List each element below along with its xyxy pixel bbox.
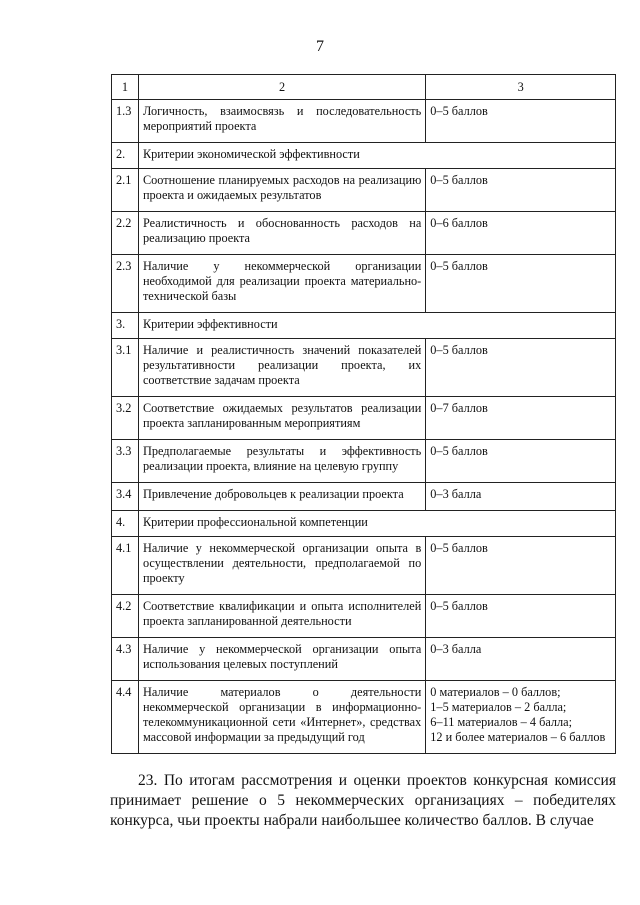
criterion-text: Наличие материалов о деятельности некоммерческой организации в информационно-телекоммуникационной сети «Интернет», средствах массовой информации за предыдущий год [138, 681, 425, 754]
criterion-text: Наличие у некоммерческой организации опыта в осуществлении деятельности, предполагаемой по проекту [138, 537, 425, 595]
criterion-text: Реалистичность и обоснованность расходов на реализацию проекта [138, 212, 425, 255]
table-row [112, 537, 616, 595]
table-row [112, 638, 616, 681]
criteria-table-body [112, 75, 616, 754]
row-number: 4.3 [112, 638, 139, 681]
table-section-row [112, 313, 616, 339]
criterion-text: Наличие у некоммерческой организации опыта использования целевых поступлений [138, 638, 425, 681]
criterion-text: Соотношение планируемых расходов на реализацию проекта и ожидаемых результатов [138, 169, 425, 212]
section-title: Критерии экономической эффективности [138, 143, 615, 169]
table-row [112, 339, 616, 397]
table-row [112, 483, 616, 511]
criterion-text: Соответствие квалификации и опыта исполнителей проекта запланированной деятельности [138, 595, 425, 638]
row-number: 3.2 [112, 397, 139, 440]
row-number: 3.1 [112, 339, 139, 397]
score-cell: 0–5 баллов [426, 255, 616, 313]
table-row [112, 169, 616, 212]
criterion-text: Логичность, взаимосвязь и последовательность мероприятий проекта [138, 100, 425, 143]
table-row [112, 397, 616, 440]
row-number: 4.4 [112, 681, 139, 754]
table-row [112, 212, 616, 255]
score-cell: 0–6 баллов [426, 212, 616, 255]
score-cell: 0–5 баллов [426, 100, 616, 143]
section-title: Критерии эффективности [138, 313, 615, 339]
score-cell: 0–7 баллов [426, 397, 616, 440]
table-row [112, 595, 616, 638]
criterion-text: Наличие у некоммерческой организации необходимой для реализации проекта материально-технической базы [138, 255, 425, 313]
score-line: 6–11 материалов – 4 балла; [430, 715, 573, 729]
score-cell [426, 681, 616, 754]
table-section-row [112, 143, 616, 169]
row-number: 2.3 [112, 255, 139, 313]
header-col-1: 1 [112, 75, 139, 100]
page-number: 7 [316, 38, 324, 55]
score-cell: 0–5 баллов [426, 440, 616, 483]
header-col-3: 3 [426, 75, 616, 100]
row-number: 1.3 [112, 100, 139, 143]
row-number: 3.4 [112, 483, 139, 511]
section-title: Критерии профессиональной компетенции [138, 511, 615, 537]
table-row [112, 255, 616, 313]
score-cell: 0–5 баллов [426, 169, 616, 212]
score-line: 1–5 материалов – 2 балла; [430, 700, 567, 714]
score-cell: 0–5 баллов [426, 339, 616, 397]
criterion-text: Наличие и реалистичность значений показателей результативности реализации проекта, их соответствие задачам проекта [138, 339, 425, 397]
table-header-row [112, 75, 616, 100]
table-section-row [112, 511, 616, 537]
row-number: 3. [112, 313, 139, 339]
table-row [112, 100, 616, 143]
header-col-2: 2 [138, 75, 425, 100]
score-cell: 0–5 баллов [426, 595, 616, 638]
score-cell: 0–3 балла [426, 638, 616, 681]
row-number: 4.2 [112, 595, 139, 638]
row-number: 4.1 [112, 537, 139, 595]
score-cell: 0–5 баллов [426, 537, 616, 595]
body-paragraph: 23. По итогам рассмотрения и оценки проектов конкурсная комиссия принимает решение о 5 некоммерческих организациях – победителях конкурса, чьи проекты набрали наибольшее количество баллов. В случае [110, 772, 616, 829]
score-line: 0 материалов – 0 баллов; [430, 685, 561, 699]
row-number: 2.2 [112, 212, 139, 255]
row-number: 3.3 [112, 440, 139, 483]
criterion-text: Привлечение добровольцев к реализации проекта [138, 483, 425, 511]
table-row [112, 440, 616, 483]
criterion-text: Соответствие ожидаемых результатов реализации проекта запланированным мероприятиям [138, 397, 425, 440]
row-number: 4. [112, 511, 139, 537]
criteria-table [111, 74, 616, 754]
row-number: 2. [112, 143, 139, 169]
score-line: 12 и более материалов – 6 баллов [430, 730, 606, 744]
row-number: 2.1 [112, 169, 139, 212]
table-row [112, 681, 616, 754]
score-cell: 0–3 балла [426, 483, 616, 511]
criterion-text: Предполагаемые результаты и эффективность реализации проекта, влияние на целевую группу [138, 440, 425, 483]
